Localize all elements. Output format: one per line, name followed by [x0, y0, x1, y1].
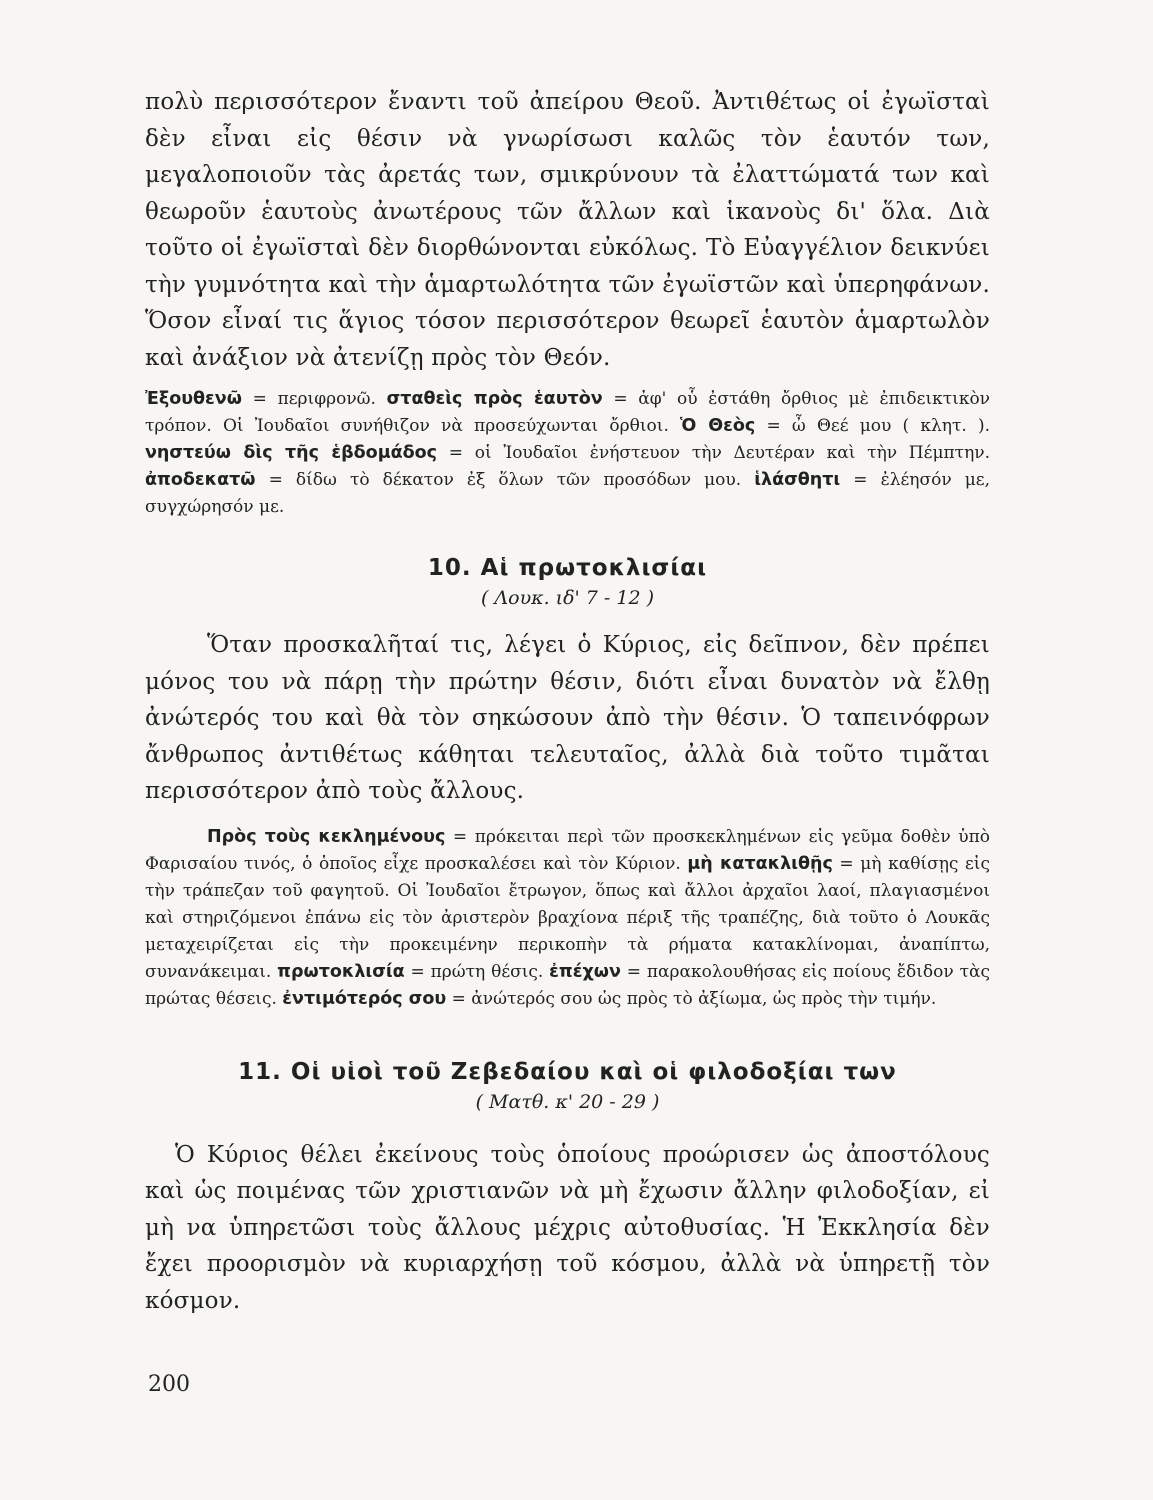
glossary-definition: = μὴ καθίσῃς εἰς τὴν τράπεζαν τοῦ φαγητοῦ. Οἱ Ἰουδαῖοι ἔτρωγον, ὅπως καὶ ἄλλοι ἀρχαῖοι λαοί, πλαγιασμένοι καὶ στηριζόμενοι ἐπάνω εἰς τὸν ἀριστερὸν βραχίονα πέριξ τῆς τραπέζης, διὰ τοῦτο ὁ Λουκᾶς μεταχειρίζεται εἰς τὴν προκειμένην περικοπὴν τὰ ρήματα κατακλίνομαι, ἀναπίπτω, συνανάκειμαι.: [145, 853, 990, 982]
glossary-definition: = ὦ Θεέ μου ( κλητ. ).: [755, 416, 990, 436]
section-10-paragraph: Ὅταν προσκαλῆταί τις, λέγει ὁ Κύριος, εἰς δεῖπνον, δὲν πρέπει μόνος του νὰ πάρῃ τὴν πρώτην θέσιν, διότι εἶναι δυνατὸν νὰ ἔλθῃ ἀνώτερός του καὶ θὰ τὸν σηκώσουν ἀπὸ τὴν θέσιν. Ὁ ταπεινόφρων ἄνθρωπος ἀντιθέτως κάθηται τελευταῖος, ἀλλὰ διὰ τοῦτο τιμᾶται περισσότερον ἀπὸ τοὺς ἄλλους.: [145, 632, 990, 804]
glossary-term: πρωτοκλισία: [277, 961, 405, 982]
glossary-term: ἀποδεκατῶ: [145, 470, 256, 490]
glossary-definition: = ἐλέησόν με, συγχώρησόν με.: [145, 470, 990, 517]
glossary-definition: = ἀνώτερός σου ὡς πρὸς τὸ ἀξίωμα, ὡς πρὸς τὴν τιμήν.: [446, 988, 937, 1009]
glossary-term: νηστεύω δὶς τῆς ἑβδομάδος: [145, 443, 438, 463]
glossary-definition: = παρακολουθήσας εἰς ποίους ἔδιδον τὰς πρώτας θέσεις.: [145, 961, 990, 1009]
page-content: [145, 84, 990, 1319]
glossary-note-1: [145, 386, 990, 521]
glossary-term: Πρὸς τοὺς κεκλημένους: [207, 826, 446, 847]
glossary-term: ἐπέχων: [549, 961, 621, 982]
glossary-note-2: [145, 824, 990, 1013]
glossary-term: ἐντιμότερός σου: [282, 988, 447, 1009]
paragraph-1: πολὺ περισσότερον ἔναντι τοῦ ἀπείρου Θεοῦ. Ἀντιθέτως οἱ ἐγωϊσταὶ δὲν εἶναι εἰς θέσιν νὰ γνωρίσωσι καλῶς τὸν ἑαυτόν των, μεγαλοποιοῦν τὰς ἀρετάς των, σμικρύνουν τὰ ἐλαττώματά των καὶ θεωροῦν ἑαυτοὺς ἀνωτέρους τῶν ἄλλων καὶ ἱκανοὺς δι' ὅλα. Διὰ τοῦτο οἱ ἐγωϊσταὶ δὲν διορθώνονται εὐκόλως. Τὸ Εὐαγγέλιον δεικνύει τὴν γυμνότητα καὶ τὴν ἁμαρτωλότητα τῶν ἐγωϊστῶν καὶ ὑπερηφάνων. Ὅσον εἶναί τις ἅγιος τόσον περισσότερον θεωρεῖ ἑαυτὸν ἁμαρτωλὸν καὶ ἀνάξιον νὰ ἀτενίζῃ πρὸς τὸν Θεόν.: [145, 89, 990, 371]
glossary-term: Ὁ Θεὸς: [680, 416, 756, 436]
glossary-definition: = περιφρονῶ.: [241, 389, 387, 409]
section-11-reference: ( Ματθ. κ' 20 - 29 ): [475, 1090, 660, 1113]
glossary-definition: = πρώτη θέσις.: [404, 961, 550, 982]
glossary-definition: = ἀφ' οὗ ἐστάθη ὄρθιος μὲ ἐπιδεικτικὸν τρόπον. Οἱ Ἰουδαῖοι συνήθιζον νὰ προσεύχωνται ὄρθιοι.: [145, 389, 991, 436]
glossary-term: Ἐξουθενῶ: [145, 389, 242, 409]
section-10-title: 10. Αἱ πρωτοκλισίαι: [427, 555, 708, 581]
glossary-definition: = δίδω τὸ δέκατον ἐξ ὅλων τῶν προσόδων μου.: [255, 470, 755, 490]
glossary-term: ἱλάσθητι: [754, 470, 841, 490]
page-number: 200: [148, 1372, 190, 1397]
glossary-definition: = πρόκειται περὶ τῶν προσκεκλημένων εἰς γεῦμα δοθὲν ὑπὸ Φαρισαίου τινός, ὁ ὁποῖος εἶχε προσκαλέσει καὶ τὸν Κύριον.: [145, 826, 991, 874]
glossary-term: σταθεὶς πρὸς ἑαυτὸν: [386, 389, 603, 409]
section-11-title: 11. Οἱ υἱοὶ τοῦ Ζεβεδαίου καὶ οἱ φιλοδοξίαι των: [238, 1058, 897, 1085]
glossary-term: μὴ κατακλιθῇς: [687, 853, 833, 874]
glossary-definition: = οἱ Ἰουδαῖοι ἐνήστευον τὴν Δευτέραν καὶ τὴν Πέμπτην.: [437, 443, 990, 463]
section-11-paragraph: Ὁ Κύριος θέλει ἐκείνους τοὺς ὁποίους προώρισεν ὡς ἀποστόλους καὶ ὡς ποιμένας τῶν χριστιανῶν νὰ μὴ ἔχωσιν ἄλλην φιλοδοξίαν, εἰ μὴ να ὑπηρετῶσι τοὺς ἄλλους μέχρις αὐτοθυσίας. Ἡ Ἐκκλησία δὲν ἔχει προορισμὸν νὰ κυριαρχήσῃ τοῦ κόσμου, ἀλλὰ νὰ ὑπηρετῇ τὸν κόσμον.: [145, 1141, 990, 1314]
section-10-reference: ( Λουκ. ιδ' 7 - 12 ): [480, 587, 655, 609]
